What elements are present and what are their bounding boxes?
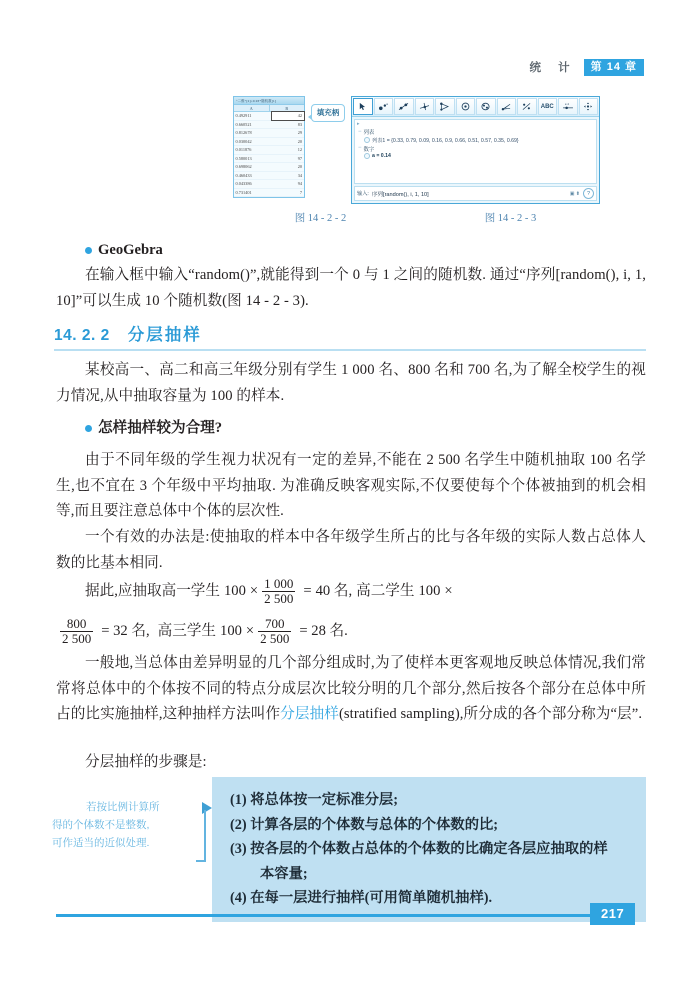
section-rule xyxy=(54,349,646,351)
cell-b: 29 xyxy=(297,130,302,135)
cell-a: 0.812678 xyxy=(235,130,252,135)
cell-b: 20 xyxy=(297,164,302,169)
callout-tail-icon xyxy=(308,114,312,120)
cell-a: 0.660521 xyxy=(235,121,252,127)
math-line-1 xyxy=(56,574,646,608)
abc-glyph: ABC xyxy=(540,103,554,110)
spreadsheet-title-bar: “二维”[2]=0.93*随机数[1] xyxy=(234,97,304,105)
table-row xyxy=(234,189,304,198)
move-pointer-icon xyxy=(353,98,373,115)
number-item-text: a = 0.14 xyxy=(372,153,391,159)
method-paragraph: 一个有效的办法是:使抽取的样本中各年级学生所占的比与各年级的实际人数占总体人数的比基本相同. xyxy=(56,529,646,571)
cell-a: 0.460433 xyxy=(235,172,252,178)
figure-caption-left: 图 14 - 2 - 2 xyxy=(294,213,347,224)
line-icon xyxy=(394,98,414,115)
section-number: 14. 2. 2 xyxy=(54,327,110,344)
steps-box xyxy=(212,777,646,922)
margin-note-line-1: 若按比例计算所 xyxy=(86,801,160,813)
geogebra-toolbar xyxy=(352,97,599,117)
column-header-a: A xyxy=(234,105,270,111)
fraction-denominator: 2 500 xyxy=(62,630,92,646)
definition-paragraph xyxy=(56,651,646,728)
figure-captions xyxy=(233,210,623,225)
definition-post: (stratified sampling),所分成的各个部分称为“层”. xyxy=(338,706,643,722)
margin-note-bracket xyxy=(196,800,212,862)
slider-icon xyxy=(558,98,578,115)
cell-b: 7 xyxy=(299,189,302,195)
geogebra-paragraph: 在输入框中输入“random()”,就能得到一个 0 与 1 之间的随机数. 通过“序列[random(), i, 1, 10]”可以生成 10 个随机数(图 14 - 2 - 3). xyxy=(56,267,646,309)
question-block xyxy=(56,416,646,441)
margin-note-line-2: 得的个体数不是整数, xyxy=(52,819,150,831)
cell-a: 0.492911 xyxy=(235,113,252,118)
cell-b: 97 xyxy=(297,155,302,161)
margin-note xyxy=(52,798,204,852)
perpendicular-line-icon xyxy=(415,98,435,115)
input-label: 输入: xyxy=(357,191,369,197)
collapse-icon: − xyxy=(358,128,362,135)
list-item xyxy=(355,153,596,160)
cell-b: 83 xyxy=(297,121,302,127)
math-equals: = xyxy=(303,583,312,599)
list-item xyxy=(355,136,596,144)
reason-paragraph: 由于不同年级的学生视力状况有一定的差异,不能在 2 500 名学生中随机抽取 100 名学生,也不宜在 3 个年级中平均抽取. 为准确反映客观实际,不仅要使每个个体被抽到的机会相等,而且要注意总体中个体的层次性. xyxy=(56,452,646,519)
table-row xyxy=(234,112,304,121)
visibility-toggle-icon xyxy=(364,137,370,143)
problem-block xyxy=(56,358,646,409)
method-block xyxy=(56,525,646,576)
term-stratified-sampling: 分层抽样 xyxy=(280,706,339,722)
note-vertical-rule xyxy=(204,810,206,862)
margin-note-line-3: 可作适当的近似处理. xyxy=(52,837,150,849)
math-result-3: = 28 名. xyxy=(299,623,348,639)
geogebra-bullet-heading xyxy=(56,238,646,263)
geogebra-window-figure xyxy=(351,96,600,204)
figure-group xyxy=(233,96,623,225)
math-times-2: × xyxy=(444,583,453,599)
step-1: (1) 将总体按一定标准分层; xyxy=(230,792,398,808)
fraction-numerator: 1 000 xyxy=(264,575,294,591)
cell-b: 34 xyxy=(297,172,302,178)
bullet-dot-icon xyxy=(85,425,92,432)
cell-b: 94 xyxy=(297,181,302,186)
cell-a: 0.731401 xyxy=(235,189,252,195)
math-result-1: 40 名, xyxy=(315,583,353,599)
spreadsheet-figure xyxy=(233,96,305,198)
help-icon: ? xyxy=(583,188,594,199)
fraction-denominator: 2 500 xyxy=(264,590,294,606)
math-hundred: 100 xyxy=(224,583,246,599)
definition-pre: 一般地,当总体由差异明显的几个部分组成时,为了使样本更客观地反映总体情况,我们常常将总体中的个体按不同的特点分成层次比较分明的几个部分,然后按各个部分在总体中所占的比实施抽样,这种抽样方法叫作 xyxy=(56,655,646,722)
section-heading xyxy=(54,321,646,351)
steps-intro: 分层抽样的步骤是: xyxy=(85,754,207,770)
cell-a: 0.698062 xyxy=(235,164,252,169)
algebra-group-label: 数字 xyxy=(363,146,375,153)
move-view-icon xyxy=(579,98,599,115)
table-row xyxy=(234,146,304,155)
math-result-2: = 32 名, xyxy=(101,623,150,639)
math-block xyxy=(56,574,646,648)
note-horizontal-rule xyxy=(196,860,205,862)
column-header-b: B xyxy=(285,105,289,111)
cell-a: 0.011876 xyxy=(235,147,252,152)
cell-b: 20 xyxy=(297,138,302,144)
math-lead: 据此,应抽取高一学生 xyxy=(85,583,220,599)
visibility-toggle-icon xyxy=(364,153,370,159)
point-icon xyxy=(374,98,394,115)
fraction-numerator: 700 xyxy=(265,615,285,631)
section-title: 分层抽样 xyxy=(127,326,202,344)
fill-handle-callout xyxy=(311,104,345,122)
steps-intro-block xyxy=(56,750,646,776)
math-third-label: 高三学生 xyxy=(157,623,217,639)
svg-text:A: A xyxy=(385,102,388,107)
step-4: (4) 在每一层进行抽样(可用简单随机抽样). xyxy=(230,890,493,906)
cell-b: 42 xyxy=(272,112,304,120)
table-row xyxy=(234,121,304,130)
svg-text:a=2: a=2 xyxy=(564,102,569,107)
figure-caption-right: 图 14 - 2 - 3 xyxy=(484,213,537,224)
question-bullet-heading xyxy=(56,416,646,441)
algebra-group-number xyxy=(355,144,596,153)
chapter-badge: 第 14 章 xyxy=(584,59,644,76)
cell-a: 0.030042 xyxy=(235,138,252,144)
bullet-dot-icon xyxy=(85,247,92,254)
circle-icon xyxy=(456,98,476,115)
table-row xyxy=(234,129,304,138)
running-head-subject: 统 计 xyxy=(529,62,577,74)
table-row xyxy=(234,155,304,164)
math-times-3: × xyxy=(245,623,255,639)
step-3-continued: 本容量; xyxy=(260,865,308,882)
fraction-1 xyxy=(262,577,295,606)
fraction-2 xyxy=(60,617,93,646)
table-row xyxy=(234,180,304,189)
algebra-group-list xyxy=(355,127,596,136)
step-3: (3) 按各层的个体数占总体的个体数的比确定各层应抽取的样 xyxy=(230,841,608,857)
figure-row xyxy=(233,96,623,204)
algebra-view xyxy=(354,119,597,184)
table-row xyxy=(234,163,304,172)
footer-rule xyxy=(56,914,590,917)
geogebra-section xyxy=(56,238,646,314)
math-line-2 xyxy=(56,614,646,648)
fraction-denominator: 2 500 xyxy=(260,630,290,646)
list-item-text: 列表1 = {0.33, 0.79, 0.09, 0.16, 0.9, 0.66, 0.51, 0.57, 0.35, 0.69} xyxy=(372,137,519,144)
step-2: (2) 计算各层的个体数与总体的个体数的比; xyxy=(230,816,499,833)
algebra-group-label: 列表 xyxy=(363,130,375,136)
math-hundred-3: 100 xyxy=(220,623,242,639)
collapse-icon: − xyxy=(358,145,362,151)
cell-b: 12 xyxy=(297,147,302,152)
problem-paragraph: 某校高一、高二和高三年级分别有学生 1 000 名、800 名和 700 名,为了解全校学生的视力情况,从中抽取容量为 100 的样本. xyxy=(56,362,646,404)
table-row xyxy=(234,138,304,147)
geogebra-label: GeoGebra xyxy=(98,242,163,258)
cell-a: 0.043386 xyxy=(235,181,252,186)
page-number: 217 xyxy=(590,903,635,925)
cell-a: 0.580013 xyxy=(235,155,252,161)
fill-handle-label: 填充柄 xyxy=(316,108,340,117)
input-field-value: 序列[random(), i, 1, 10] xyxy=(371,191,429,198)
table-row xyxy=(234,172,304,181)
question-label: 怎样抽样较为合理? xyxy=(98,420,223,436)
input-options-icon: ▣ ⬍ xyxy=(569,190,580,197)
text-abc-icon xyxy=(538,98,558,115)
angle-icon xyxy=(497,98,517,115)
running-head xyxy=(529,58,644,76)
fraction-3 xyxy=(258,617,291,646)
ellipse-icon xyxy=(476,98,496,115)
math-times: × xyxy=(249,583,259,599)
definition-block xyxy=(56,651,646,728)
fraction-numerator: 800 xyxy=(66,615,87,631)
math-second-label: 高二学生 xyxy=(356,583,415,599)
math-hundred-2: 100 xyxy=(418,583,441,599)
geogebra-input-bar xyxy=(354,186,597,201)
spreadsheet-column-headers xyxy=(234,105,304,112)
reason-block xyxy=(56,448,646,525)
polygon-icon xyxy=(435,98,455,115)
reflect-icon xyxy=(517,98,537,115)
algebra-view-toggle: ▸ xyxy=(357,121,360,127)
